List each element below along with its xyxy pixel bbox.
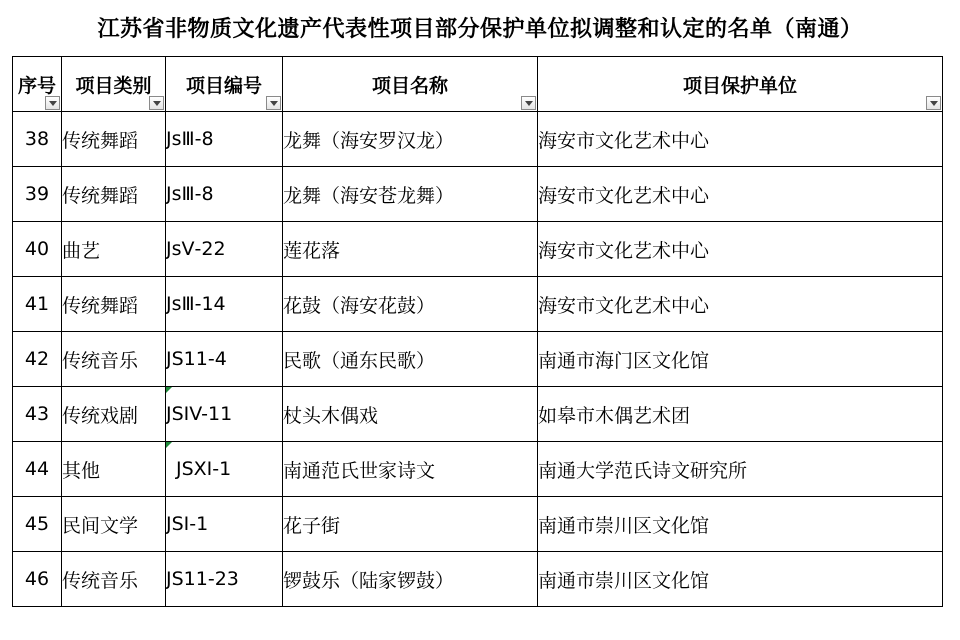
cell-code[interactable]: JsⅢ-8	[166, 112, 283, 167]
cell-code[interactable]: JsⅢ-8	[166, 167, 283, 222]
cell-unit[interactable]: 海安市文化艺术中心	[538, 167, 943, 222]
cell-unit[interactable]: 海安市文化艺术中心	[538, 277, 943, 332]
cell-name[interactable]: 花子街	[283, 497, 538, 552]
table-row	[13, 112, 943, 167]
table-row	[13, 552, 943, 607]
heritage-table	[12, 56, 943, 607]
cell-code[interactable]: JS11-23	[166, 552, 283, 607]
cell-number[interactable]: 40	[13, 222, 62, 277]
filter-dropdown-icon[interactable]	[149, 96, 164, 110]
cell-number[interactable]: 38	[13, 112, 62, 167]
cell-name[interactable]: 莲花落	[283, 222, 538, 277]
cell-code[interactable]: JsⅢ-14	[166, 277, 283, 332]
cell-code[interactable]: JS11-4	[166, 332, 283, 387]
cell-unit[interactable]: 南通市崇川区文化馆	[538, 497, 943, 552]
cell-number[interactable]: 45	[13, 497, 62, 552]
cell-comment-marker-icon	[166, 442, 172, 448]
table-row	[13, 497, 943, 552]
table-row	[13, 277, 943, 332]
cell-number[interactable]: 41	[13, 277, 62, 332]
cell-code-text: JSIV-11	[166, 403, 233, 425]
cell-number[interactable]: 43	[13, 387, 62, 442]
cell-code[interactable]	[166, 442, 283, 497]
cell-code-text: JSXI-1	[176, 458, 232, 480]
cell-category[interactable]: 传统舞蹈	[62, 167, 166, 222]
table-row	[13, 332, 943, 387]
cell-name[interactable]: 龙舞（海安苍龙舞）	[283, 167, 538, 222]
filter-dropdown-icon[interactable]	[521, 96, 536, 110]
table-row	[13, 387, 943, 442]
filter-dropdown-icon[interactable]	[45, 96, 60, 110]
header-cell-unit	[538, 57, 943, 112]
cell-name[interactable]: 花鼓（海安花鼓）	[283, 277, 538, 332]
header-label: 项目类别	[75, 74, 152, 97]
cell-comment-marker-icon	[166, 387, 172, 393]
cell-category[interactable]: 其他	[62, 442, 166, 497]
cell-unit[interactable]: 南通市海门区文化馆	[538, 332, 943, 387]
table-row	[13, 222, 943, 277]
header-row	[13, 57, 943, 112]
cell-number[interactable]: 42	[13, 332, 62, 387]
cell-category[interactable]: 传统戏剧	[62, 387, 166, 442]
header-label: 项目编号	[185, 74, 262, 97]
cell-name[interactable]: 锣鼓乐（陆家锣鼓）	[283, 552, 538, 607]
cell-code[interactable]: JsⅤ-22	[166, 222, 283, 277]
cell-unit[interactable]: 海安市文化艺术中心	[538, 222, 943, 277]
cell-category[interactable]: 传统舞蹈	[62, 277, 166, 332]
cell-name[interactable]: 杖头木偶戏	[283, 387, 538, 442]
page-title: 江苏省非物质文化遗产代表性项目部分保护单位拟调整和认定的名单（南通）	[97, 17, 863, 42]
cell-code[interactable]	[166, 387, 283, 442]
cell-name[interactable]: 龙舞（海安罗汉龙）	[283, 112, 538, 167]
cell-unit[interactable]: 海安市文化艺术中心	[538, 112, 943, 167]
cell-code[interactable]: JSI-1	[166, 497, 283, 552]
header-label: 项目保护单位	[682, 74, 797, 97]
table-row	[13, 442, 943, 497]
filter-dropdown-icon[interactable]	[266, 96, 281, 110]
header-label: 序号	[17, 74, 56, 97]
cell-unit[interactable]: 南通大学范氏诗文研究所	[538, 442, 943, 497]
cell-name[interactable]: 民歌（通东民歌）	[283, 332, 538, 387]
cell-number[interactable]: 46	[13, 552, 62, 607]
header-cell-number	[13, 57, 62, 112]
header-cell-category	[62, 57, 166, 112]
cell-number[interactable]: 44	[13, 442, 62, 497]
cell-category[interactable]: 曲艺	[62, 222, 166, 277]
header-cell-name	[283, 57, 538, 112]
cell-unit[interactable]: 南通市崇川区文化馆	[538, 552, 943, 607]
cell-unit[interactable]: 如皋市木偶艺术团	[538, 387, 943, 442]
filter-dropdown-icon[interactable]	[926, 96, 941, 110]
cell-category[interactable]: 民间文学	[62, 497, 166, 552]
cell-name[interactable]: 南通范氏世家诗文	[283, 442, 538, 497]
header-cell-code	[166, 57, 283, 112]
cell-number[interactable]: 39	[13, 167, 62, 222]
header-label: 项目名称	[371, 74, 448, 97]
cell-category[interactable]: 传统舞蹈	[62, 112, 166, 167]
cell-category[interactable]: 传统音乐	[62, 552, 166, 607]
table-row	[13, 167, 943, 222]
cell-category[interactable]: 传统音乐	[62, 332, 166, 387]
